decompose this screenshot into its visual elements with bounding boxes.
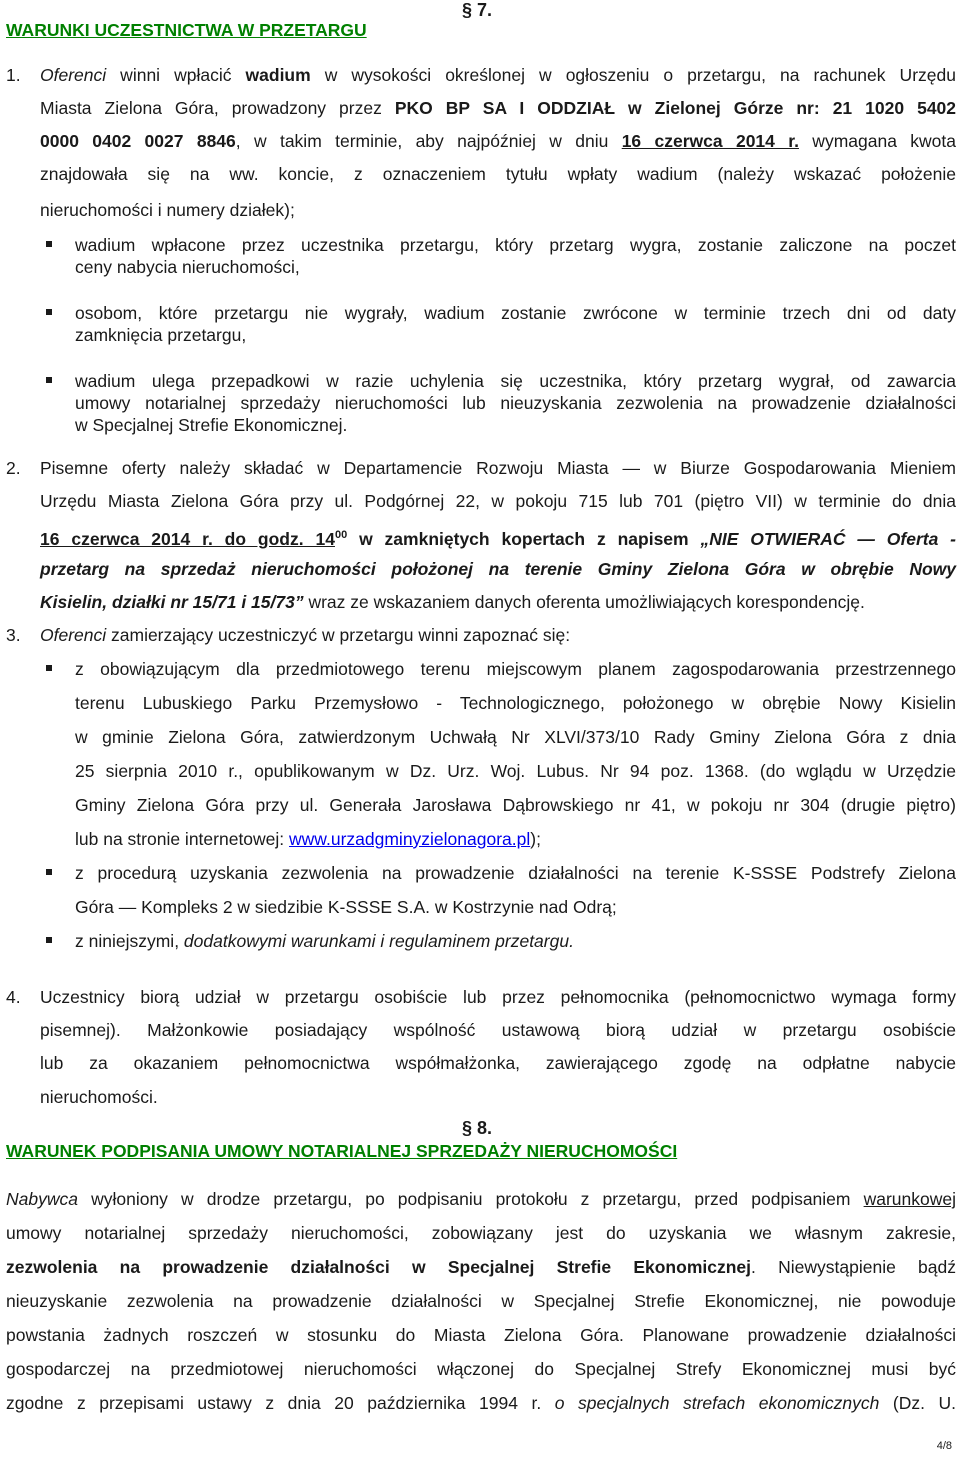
- item-4-line-3: lub za okazaniem pełnomocnictwa współmałżonka, zawierającego zgodę na odpłatne nabycie: [40, 1053, 956, 1073]
- item-2-line-1: Pisemne oferty należy składać w Departamencie Rozwoju Miasta — w Biurze Gospodarowania Mieniem: [40, 458, 956, 478]
- item-1-line-1: Oferenci winni wpłacić wadium w wysokości określonej w ogłoszeniu o przetargu, na rachunek Urzędu: [40, 65, 956, 85]
- item-1-bullet-3-line-1: wadium ulega przepadkowi w razie uchylenia się uczestnika, który przetarg wygrał, od zawarcia: [75, 371, 956, 391]
- item-3-bullet-1-line-4: 25 sierpnia 2010 r., opublikowanym w Dz. Urz. Woj. Lubus. Nr 94 poz. 1368. (do wglądu w Urzędzie: [75, 761, 956, 781]
- item-1-bullet-1-line-1: wadium wpłacone przez uczestnika przetargu, który przetarg wygra, zostanie zaliczone na poczet: [75, 235, 956, 255]
- section-8-line-2: umowy notarialnej sprzedaży nieruchomości, zobowiązany jest do uzyskania we własnym zakresie,: [6, 1223, 956, 1243]
- item-3-bullet-1-line-2: terenu Lubuskiego Parku Przemysłowo - Technologicznego, położonego w obrębie Nowy Kisielin: [75, 693, 956, 713]
- item-3-bullet-2-line-1: z procedurą uzyskania zezwolenia na prowadzenie działalności na terenie K-SSSE Podstrefy Zielona: [75, 863, 956, 883]
- item-4-line-2: pisemnej). Małżonkowie posiadający wspólność ustawową biorą udział w przetargu osobiście: [40, 1020, 956, 1040]
- item-2-line-2: Urzędu Miasta Zielona Góra przy ul. Podgórnej 22, w pokoju 715 lub 701 (piętro VII) w terminie do dnia: [40, 491, 956, 511]
- item-1-line-3: 0000 0402 0027 8846, w takim terminie, aby najpóźniej w dniu 16 czerwca 2014 r. wymagana kwota: [40, 131, 956, 151]
- section-8-number: § 8.: [462, 1118, 493, 1138]
- item-1-line-5: nieruchomości i numery działek);: [40, 200, 295, 220]
- section-8-line-4: nieuzyskanie zezwolenia na prowadzenie działalności w Specjalnej Strefie Ekonomicznej, nie powoduje: [6, 1291, 956, 1311]
- item-1-bullet-2-line-2: zamknięcia przetargu,: [75, 325, 247, 345]
- item-3-bullet-2-line-2: Góra — Kompleks 2 w siedzibie K-SSSE S.A. w Kostrzynie nad Odrą;: [75, 897, 617, 917]
- section-8-line-1: Nabywca wyłoniony w drodze przetargu, po podpisaniu protokołu z przetargu, przed podpisaniem warunkowej: [6, 1189, 956, 1209]
- item-4-line-1: Uczestnicy biorą udział w przetargu osobiście lub przez pełnomocnika (pełnomocnictwo wymaga formy: [40, 987, 956, 1007]
- item-3-bullet-1-line-5: Gminy Zielona Góra przy ul. Generała Jarosława Dąbrowskiego nr 41, w pokoju nr 304 (drugie piętro): [75, 795, 956, 815]
- page-number: 4/8: [936, 1440, 952, 1452]
- item-1-line-4: znajdowała się na ww. koncie, z oznaczeniem tytułu wpłaty wadium (należy wskazać położenie: [40, 164, 956, 184]
- bullet-marker: [46, 309, 52, 315]
- item-1-bullet-1-line-2: ceny nabycia nieruchomości,: [75, 257, 300, 277]
- section-7-heading: WARUNKI UCZESTNICTWA W PRZETARGU: [6, 20, 367, 40]
- item-3-line-1: Oferenci zamierzający uczestniczyć w przetargu winni zapoznać się:: [40, 625, 571, 645]
- section-8-line-6: gospodarczej na przedmiotowej nieruchomości włączonej do Specjalnej Strefy Ekonomicznej musi być: [6, 1359, 956, 1379]
- item-1-number: 1.: [6, 65, 21, 85]
- bullet-marker: [46, 869, 52, 875]
- section-8-line-5: powstania żadnych roszczeń w stosunku do Miasta Zielona Góra. Planowane prowadzenie działalności: [6, 1325, 956, 1345]
- item-1-bullet-3-line-3: w Specjalnej Strefie Ekonomicznej.: [75, 415, 348, 435]
- section-8-line-7: zgodne z przepisami ustawy z dnia 20 października 1994 r. o specjalnych strefach ekonomicznych (Dz. U.: [6, 1393, 956, 1413]
- section-7-number: § 7.: [462, 0, 493, 20]
- item-3-bullet-1-line-1: z obowiązującym dla przedmiotowego terenu miejscowym planem zagospodarowania przestrzennego: [75, 659, 956, 679]
- item-3-bullet-1-line-6: lub na stronie internetowej: www.urzadgminyzielonagora.pl);: [75, 829, 541, 849]
- item-3-bullet-1-line-3: w gminie Zielona Góra, zatwierdzonym Uchwałą Nr XLVI/373/10 Rady Gminy Zielona Góra z dnia: [75, 727, 956, 747]
- website-link[interactable]: www.urzadgminyzielonagora.pl: [289, 829, 531, 849]
- item-4-line-4: nieruchomości.: [40, 1087, 158, 1107]
- item-4-number: 4.: [6, 987, 21, 1007]
- item-3-bullet-3: z niniejszymi, dodatkowymi warunkami i regulaminem przetargu.: [75, 931, 574, 951]
- item-2-number: 2.: [6, 458, 21, 478]
- bullet-marker: [46, 377, 52, 383]
- section-8-heading: WARUNEK PODPISANIA UMOWY NOTARIALNEJ SPRZEDAŻY NIERUCHOMOŚCI: [6, 1141, 678, 1161]
- item-3-number: 3.: [6, 625, 21, 645]
- item-1-bullet-2-line-1: osobom, które przetargu nie wygrały, wadium zostanie zwrócone w terminie trzech dni od daty: [75, 303, 956, 323]
- bullet-marker: [46, 665, 52, 671]
- item-1-line-2: Miasta Zielona Góra, prowadzony przez PKO BP SA I ODDZIAŁ w Zielonej Górze nr: 21 1020 5402: [40, 98, 957, 118]
- section-8-line-3: zezwolenia na prowadzenie działalności w Specjalnej Strefie Ekonomicznej. Niewystąpienie bądź: [6, 1257, 957, 1277]
- item-2-line-4: przetarg na sprzedaż nieruchomości położonej na terenie Gminy Zielona Góra w obrębie Nowy: [40, 559, 956, 579]
- bullet-marker: [46, 937, 52, 943]
- bullet-marker: [46, 241, 52, 247]
- item-2-line-3: 16 czerwca 2014 r. do godz. $14^{00}$ w zamkniętych kopertach z napisem „NIE OTWIERAĆ — Oferta -: [40, 528, 957, 549]
- item-1-bullet-3-line-2: umowy notarialnej sprzedaży nieruchomości lub nieuzyskania zezwolenia na prowadzenie działalności: [75, 393, 956, 413]
- item-2-line-5: Kisielin, działki nr 15/71 i 15/73” wraz ze wskazaniem danych oferenta umożliwiających korespondencję.: [40, 592, 865, 612]
